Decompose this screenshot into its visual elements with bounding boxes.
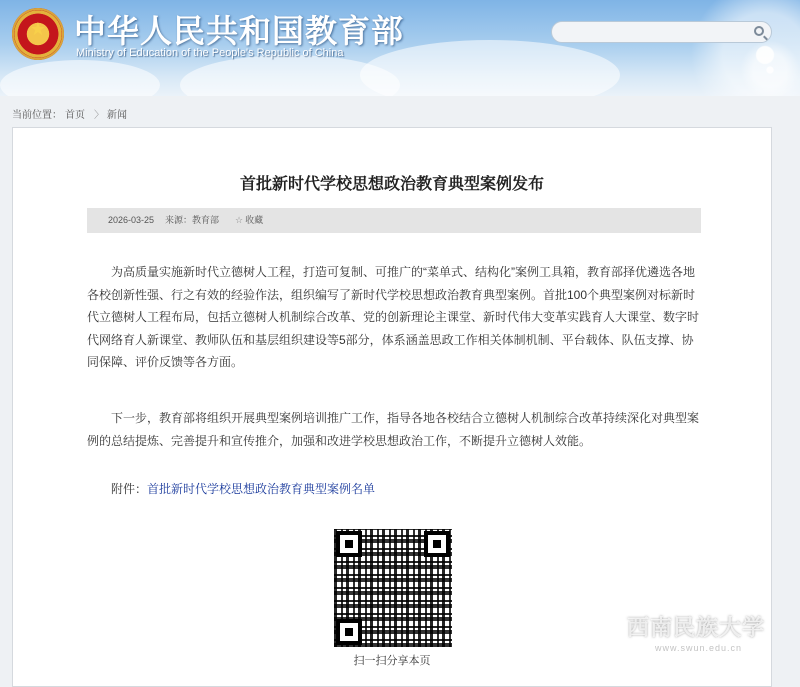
chevron-right-icon: 〉 <box>94 110 104 121</box>
share-qr-code <box>334 529 452 647</box>
emblem-star-icon: ★ <box>29 19 47 39</box>
publish-date: 2026-03-25 <box>108 215 155 225</box>
qr-caption: 扫一扫分享本页 <box>353 655 431 667</box>
national-emblem-logo[interactable] <box>12 8 64 60</box>
attachment-label: 附件： <box>111 482 148 496</box>
dandelion-decoration <box>740 40 800 96</box>
site-title[interactable]: 中华人民共和国教育部 <box>74 13 405 49</box>
watermark-url: www.swun.edu.cn <box>655 643 743 653</box>
article-title: 首批新时代学校思想政治教育典型案例发布 <box>239 176 544 193</box>
article-meta-bar <box>87 208 701 233</box>
search-icon[interactable] <box>754 26 764 36</box>
article-panel <box>12 127 772 687</box>
favorite-label: 收藏 <box>245 215 264 225</box>
star-icon: ☆ <box>235 215 244 225</box>
cloud-decoration <box>0 60 160 96</box>
search-input[interactable] <box>551 21 772 43</box>
breadcrumb-label: 当前位置： <box>12 110 62 121</box>
attachment-link[interactable]: 首批新时代学校思想政治教育典型案例名单 <box>147 482 376 496</box>
breadcrumb <box>12 106 130 121</box>
breadcrumb-home-link[interactable]: 首页 <box>65 110 85 121</box>
favorite-button[interactable] <box>235 208 263 233</box>
breadcrumb-news-link[interactable]: 新闻 <box>107 110 127 121</box>
watermark-logo: 西南民族大学 <box>627 615 766 640</box>
site-subtitle: Ministry of Education of the People's Republic of China <box>76 47 344 59</box>
qr-finder-pattern <box>336 531 362 557</box>
site-header <box>0 0 800 96</box>
attachment-line <box>111 480 375 497</box>
article-source: 来源：教育部 <box>165 215 220 225</box>
qr-finder-pattern <box>424 531 450 557</box>
article-paragraph: 下一步，教育部将组织开展典型案例培训推广工作，指导各地各校结合立德树人机制综合改革持续深化对典型案例的总结提炼、完善提升和宣传推介，加强和改进学校思想政治工作，不断提升立德树人效能。 <box>87 411 700 448</box>
qr-finder-pattern <box>336 619 362 645</box>
article-paragraph: 为高质量实施新时代立德树人工程，打造可复制、可推广的“菜单式、结构化”案例工具箱，教育部择优遴选各地 各校创新性强、行之有效的经验作法，组织编写了新时代学校思想政治教育典型案例。首批100个典型案例对标新时代立德树人工程布局，包括立德树人机制综合改革、党的创新理论主课堂、新时代伟大变革实践育人大课堂、数字时代网络育人新课堂、教师队伍和基层组织建设等5部分，体系涵盖思政工作相关体制机制、平台载体、队伍支撑、协同保障、评价反馈等各方面。 <box>87 265 700 369</box>
